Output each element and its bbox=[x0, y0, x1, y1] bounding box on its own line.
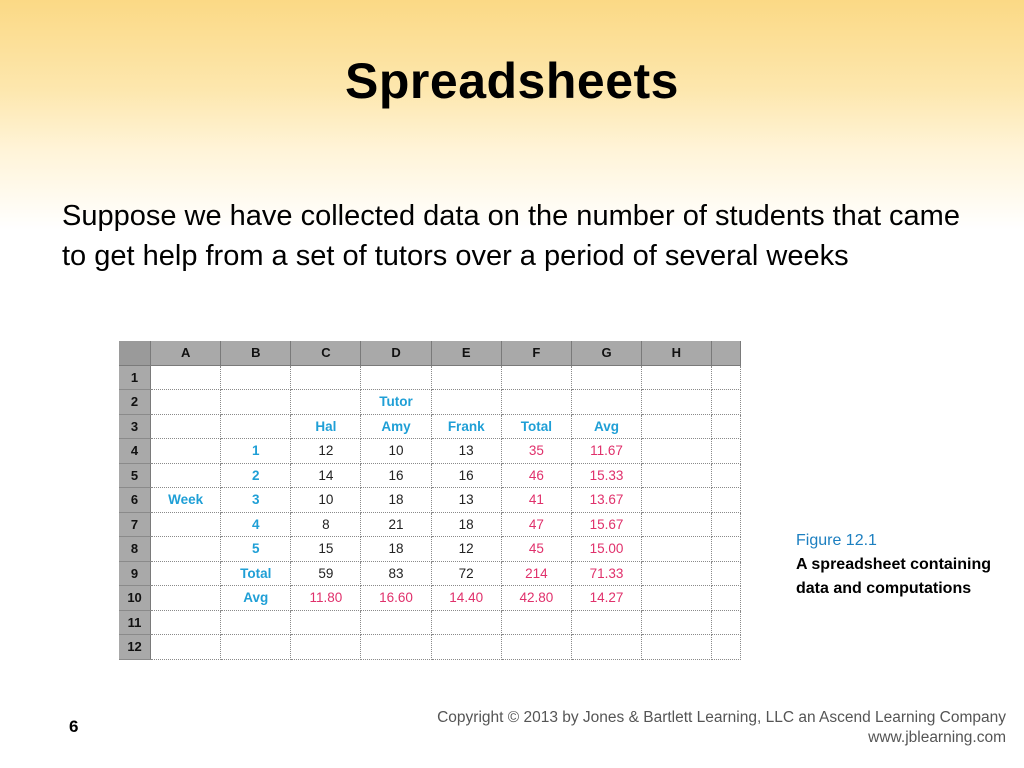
table-row bbox=[119, 463, 741, 488]
cell-d4: 10 bbox=[361, 439, 431, 464]
cell-e3: Frank bbox=[431, 414, 501, 439]
column-header-extra bbox=[711, 341, 740, 365]
table-row bbox=[119, 586, 741, 611]
cell-g2 bbox=[571, 390, 641, 415]
table-row bbox=[119, 414, 741, 439]
cell-f2 bbox=[501, 390, 571, 415]
table-row bbox=[119, 488, 741, 513]
cell-d1 bbox=[361, 365, 431, 390]
cell-extra bbox=[711, 586, 740, 611]
cell-extra bbox=[711, 512, 740, 537]
cell-g11 bbox=[571, 610, 641, 635]
row-header: 2 bbox=[119, 390, 151, 415]
cell-a8 bbox=[151, 537, 221, 562]
cell-f7: 47 bbox=[501, 512, 571, 537]
cell-c6: 10 bbox=[291, 488, 361, 513]
cell-f1 bbox=[501, 365, 571, 390]
row-header: 7 bbox=[119, 512, 151, 537]
cell-c12 bbox=[291, 635, 361, 660]
cell-c9: 59 bbox=[291, 561, 361, 586]
page-number: 6 bbox=[69, 717, 79, 736]
cell-extra bbox=[711, 635, 740, 660]
row-header: 6 bbox=[119, 488, 151, 513]
cell-e1 bbox=[431, 365, 501, 390]
cell-g4: 11.67 bbox=[571, 439, 641, 464]
cell-b9: Total bbox=[221, 561, 291, 586]
cell-h6 bbox=[642, 488, 712, 513]
cell-d2: Tutor bbox=[361, 390, 431, 415]
row-header: 5 bbox=[119, 463, 151, 488]
table-row bbox=[119, 635, 741, 660]
cell-b12 bbox=[221, 635, 291, 660]
cell-g10: 14.27 bbox=[571, 586, 641, 611]
cell-f5: 46 bbox=[501, 463, 571, 488]
cell-d10: 16.60 bbox=[361, 586, 431, 611]
cell-e8: 12 bbox=[431, 537, 501, 562]
cell-a10 bbox=[151, 586, 221, 611]
cell-c5: 14 bbox=[291, 463, 361, 488]
cell-a3 bbox=[151, 414, 221, 439]
cell-h4 bbox=[642, 439, 712, 464]
cell-f6: 41 bbox=[501, 488, 571, 513]
slide-body-text: Suppose we have collected data on the number of students that came to get help from a set of tutors over a period of several weeks bbox=[62, 200, 960, 272]
cell-d11 bbox=[361, 610, 431, 635]
copyright-notice bbox=[437, 708, 1006, 748]
spreadsheet-body bbox=[119, 365, 741, 659]
cell-g12 bbox=[571, 635, 641, 660]
column-header-row bbox=[119, 341, 741, 365]
row-header: 4 bbox=[119, 439, 151, 464]
cell-e12 bbox=[431, 635, 501, 660]
cell-b8: 5 bbox=[221, 537, 291, 562]
cell-b6: 3 bbox=[221, 488, 291, 513]
cell-d12 bbox=[361, 635, 431, 660]
cell-h11 bbox=[642, 610, 712, 635]
column-header-b: B bbox=[221, 341, 291, 365]
table-row bbox=[119, 512, 741, 537]
table-row bbox=[119, 390, 741, 415]
cell-e5: 16 bbox=[431, 463, 501, 488]
cell-h10 bbox=[642, 586, 712, 611]
column-header-a: A bbox=[151, 341, 221, 365]
column-header-h: H bbox=[642, 341, 712, 365]
cell-d6: 18 bbox=[361, 488, 431, 513]
cell-b4: 1 bbox=[221, 439, 291, 464]
cell-c11 bbox=[291, 610, 361, 635]
cell-c2 bbox=[291, 390, 361, 415]
cell-c4: 12 bbox=[291, 439, 361, 464]
cell-a5 bbox=[151, 463, 221, 488]
cell-e11 bbox=[431, 610, 501, 635]
cell-f10: 42.80 bbox=[501, 586, 571, 611]
row-header: 8 bbox=[119, 537, 151, 562]
cell-g1 bbox=[571, 365, 641, 390]
cell-c10: 11.80 bbox=[291, 586, 361, 611]
table-row bbox=[119, 610, 741, 635]
cell-c1 bbox=[291, 365, 361, 390]
cell-e9: 72 bbox=[431, 561, 501, 586]
cell-g3: Avg bbox=[571, 414, 641, 439]
cell-g8: 15.00 bbox=[571, 537, 641, 562]
cell-g6: 13.67 bbox=[571, 488, 641, 513]
cell-b3 bbox=[221, 414, 291, 439]
table-row bbox=[119, 365, 741, 390]
cell-h7 bbox=[642, 512, 712, 537]
cell-b2 bbox=[221, 390, 291, 415]
cell-c8: 15 bbox=[291, 537, 361, 562]
row-header: 1 bbox=[119, 365, 151, 390]
cell-f12 bbox=[501, 635, 571, 660]
cell-g5: 15.33 bbox=[571, 463, 641, 488]
cell-f3: Total bbox=[501, 414, 571, 439]
table-row bbox=[119, 561, 741, 586]
cell-a9 bbox=[151, 561, 221, 586]
column-header-g: G bbox=[571, 341, 641, 365]
cell-c7: 8 bbox=[291, 512, 361, 537]
cell-extra bbox=[711, 365, 740, 390]
cell-g9: 71.33 bbox=[571, 561, 641, 586]
cell-a7 bbox=[151, 512, 221, 537]
cell-h2 bbox=[642, 390, 712, 415]
cell-h9 bbox=[642, 561, 712, 586]
row-header: 11 bbox=[119, 610, 151, 635]
copyright-line: Copyright © 2013 by Jones & Bartlett Learning, LLC an Ascend Learning Company bbox=[437, 709, 1006, 726]
column-header-c: C bbox=[291, 341, 361, 365]
cell-extra bbox=[711, 488, 740, 513]
cell-d7: 21 bbox=[361, 512, 431, 537]
cell-d3: Amy bbox=[361, 414, 431, 439]
cell-e2 bbox=[431, 390, 501, 415]
cell-b11 bbox=[221, 610, 291, 635]
cell-e10: 14.40 bbox=[431, 586, 501, 611]
row-header: 3 bbox=[119, 414, 151, 439]
slide-title: Spreadsheets bbox=[345, 53, 679, 109]
figure-caption bbox=[796, 529, 996, 601]
cell-e7: 18 bbox=[431, 512, 501, 537]
figure-caption-text: A spreadsheet containing data and computations bbox=[796, 556, 991, 597]
cell-extra bbox=[711, 390, 740, 415]
row-header: 9 bbox=[119, 561, 151, 586]
cell-h5 bbox=[642, 463, 712, 488]
cell-f9: 214 bbox=[501, 561, 571, 586]
cell-d9: 83 bbox=[361, 561, 431, 586]
cell-a12 bbox=[151, 635, 221, 660]
cell-g7: 15.67 bbox=[571, 512, 641, 537]
column-header-d: D bbox=[361, 341, 431, 365]
cell-extra bbox=[711, 414, 740, 439]
cell-b7: 4 bbox=[221, 512, 291, 537]
row-header: 10 bbox=[119, 586, 151, 611]
cell-c3: Hal bbox=[291, 414, 361, 439]
cell-d8: 18 bbox=[361, 537, 431, 562]
cell-extra bbox=[711, 439, 740, 464]
cell-a4 bbox=[151, 439, 221, 464]
cell-b10: Avg bbox=[221, 586, 291, 611]
cell-b5: 2 bbox=[221, 463, 291, 488]
cell-h1 bbox=[642, 365, 712, 390]
publisher-url: www.jblearning.com bbox=[868, 729, 1006, 746]
cell-b1 bbox=[221, 365, 291, 390]
cell-h8 bbox=[642, 537, 712, 562]
cell-e6: 13 bbox=[431, 488, 501, 513]
cell-extra bbox=[711, 610, 740, 635]
table-row bbox=[119, 537, 741, 562]
cell-a2 bbox=[151, 390, 221, 415]
figure-label: Figure 12.1 bbox=[796, 532, 877, 549]
corner-cell bbox=[119, 341, 151, 365]
cell-f11 bbox=[501, 610, 571, 635]
cell-f8: 45 bbox=[501, 537, 571, 562]
cell-a1 bbox=[151, 365, 221, 390]
cell-a6: Week bbox=[151, 488, 221, 513]
cell-f4: 35 bbox=[501, 439, 571, 464]
spreadsheet-figure bbox=[119, 341, 741, 675]
row-header: 12 bbox=[119, 635, 151, 660]
cell-d5: 16 bbox=[361, 463, 431, 488]
cell-extra bbox=[711, 537, 740, 562]
cell-extra bbox=[711, 463, 740, 488]
cell-extra bbox=[711, 561, 740, 586]
cell-h12 bbox=[642, 635, 712, 660]
cell-h3 bbox=[642, 414, 712, 439]
spreadsheet-grid bbox=[119, 341, 741, 660]
cell-e4: 13 bbox=[431, 439, 501, 464]
column-header-f: F bbox=[501, 341, 571, 365]
column-header-e: E bbox=[431, 341, 501, 365]
table-row bbox=[119, 439, 741, 464]
cell-a11 bbox=[151, 610, 221, 635]
